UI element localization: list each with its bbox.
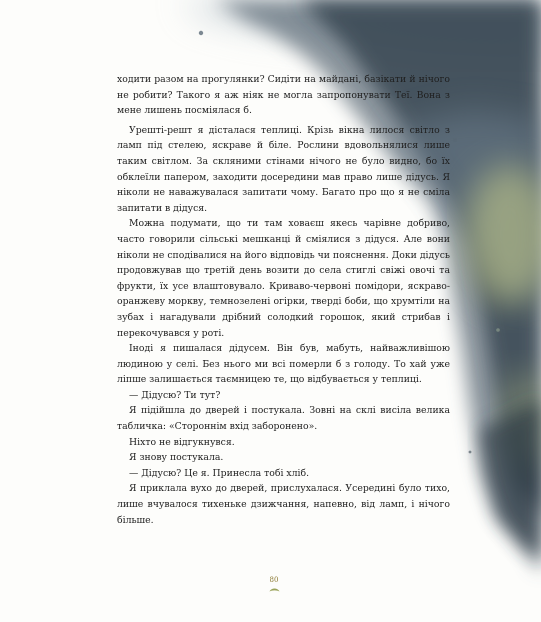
paragraph: Ніхто не відгукнувся. [129, 436, 235, 448]
paragraph: Я знову постукала. [129, 452, 224, 464]
paragraph: Я підійшла до дверей і постукала. Зовні на склі висіла велика табличка: «Стороннім вхід заборонено». [117, 405, 450, 433]
leaf-ornament-icon [269, 587, 280, 592]
paragraph: Я приклала вухо до дверей, прислухалася. Усередині було тихо, лише вчувалося тихеньке дзижчання, напевно, від ламп, і нічого більше. [117, 483, 450, 526]
dialogue-line: — Дідусю? Це я. Принесла тобі хліб. [129, 467, 310, 479]
paragraph: Іноді я пишалася дідусем. Він був, мабуть, найважливішою людиною у селі. Без нього ми всі померли б з голоду. То хай уже ліпше залишається таємницею те, що відбувається у теплиці. [117, 343, 450, 386]
page-number: 80 [269, 576, 279, 584]
paragraph: Урешті-решт я дісталася теплиці. Крізь вікна лилося світло з ламп під стелею, яскраве й біле. Рослини вдовольнялися лише таким світлом. За скляними стінами нічого не було видно, бо їх обклеїли папером, заходити досередини мав право лише дідусь. Я ніколи не наважувалася запитати чому. Багато про що я не сміла запитати в дідуся. [117, 124, 450, 214]
paragraph: Можна подумати, що ти там ховаєш якесь чарівне добриво, часто говорили сільські мешканці й сміялися з дідуся. Але вони ніколи не сподівалися на його відповідь чи пояснення. Доки дідусь продовжував що третій день возити до села стиглі свіжі овочі та фрукти, їх усе влаштовувало. Криваво-червоні помідори, яскраво-оранжеву моркву, темнозелені огірки, тверді боби, що хрумтіли на зубах і нагадували дрібний солодкий горошок, який стрибав і перекочувався у роті. [117, 218, 450, 339]
paragraph: ходити разом на прогулянки? Сидіти на майдані, базікати й нічого не робити? Такого я аж ніяк не могла запропонувати Теї. Вона з мене лишень посміялася б. [117, 74, 450, 117]
dialogue-line: — Дідусю? Ти тут? [129, 389, 221, 401]
body-text [117, 72, 450, 528]
